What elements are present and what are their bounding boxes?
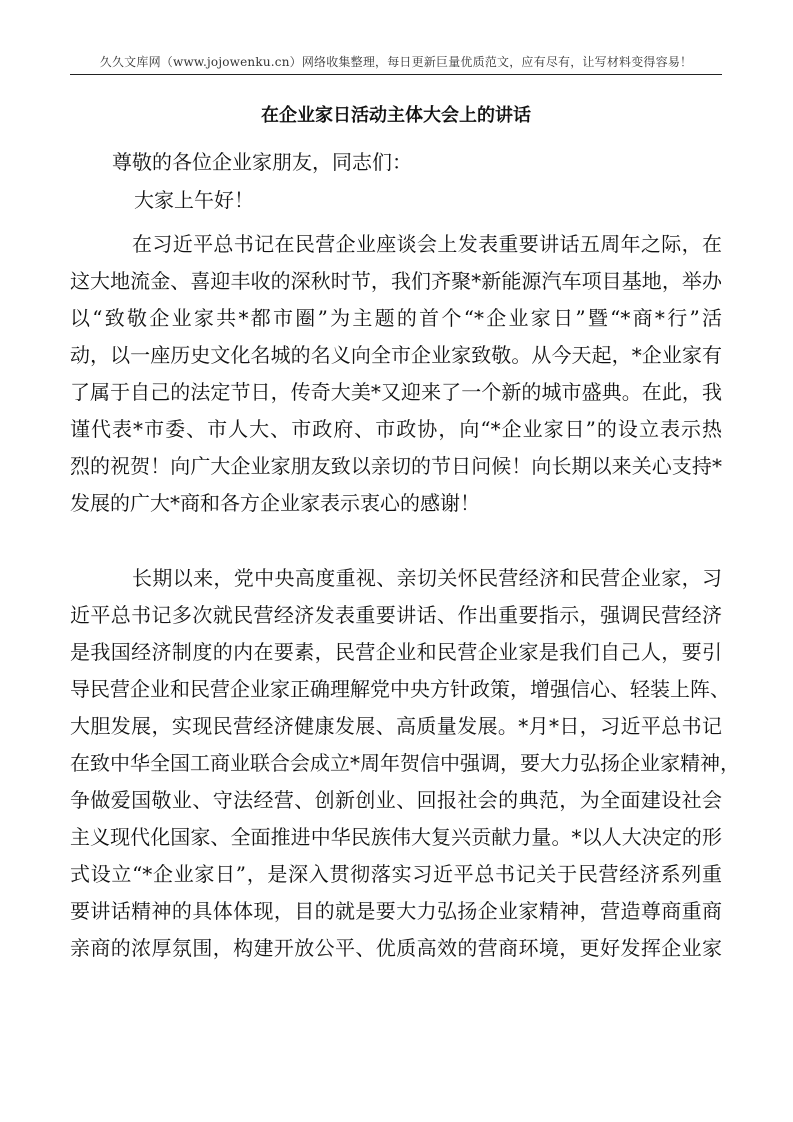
header-divider: [70, 74, 722, 75]
paragraph-line: 主义现代化国家、全面推进中华民族伟大复兴贡献力量。*以人大决定的形: [70, 825, 722, 849]
paragraph-line: 谨代表*市委、市人大、市政府、市政协，向“*企业家日”的设立表示热: [70, 417, 722, 441]
salutation: 尊敬的各位企业家朋友，同志们：: [112, 150, 412, 174]
paragraph-line: 在习近平总书记在民营企业座谈会上发表重要讲话五周年之际，在: [132, 232, 722, 256]
paragraph-line: 导民营企业和民营企业家正确理解党中央方针政策，增强信心、轻装上阵、: [70, 677, 730, 701]
paragraph: [70, 560, 740, 967]
paragraph-line: 是我国经济制度的内在要素，民营企业和民营企业家是我们自己人，要引: [70, 640, 722, 664]
paragraph-line: 大胆发展，实现民营经济健康发展、高质量发展。*月*日，习近平总书记: [70, 714, 722, 738]
greeting: 大家上午好！: [134, 188, 254, 212]
paragraph-line: 亲商的浓厚氛围，构建开放公平、优质高效的营商环境，更好发挥企业家: [70, 936, 722, 960]
paragraph-line: 发展的广大*商和各方企业家表示衷心的感谢！: [70, 491, 480, 515]
paragraph-line: 这大地流金、喜迎丰收的深秋时节，我们齐聚*新能源汽车项目基地，举办: [70, 269, 722, 293]
paragraph-line: 式设立“*企业家日”，是深入贯彻落实习近平总书记关于民营经济系列重: [70, 862, 722, 886]
paragraph-line: 在致中华全国工商业联合会成立*周年贺信中强调，要大力弘扬企业家精神，: [70, 751, 740, 775]
paragraph: [70, 226, 722, 522]
paragraph-line: 动，以一座历史文化名城的名义向全市企业家致敬。从今天起，*企业家有: [70, 343, 722, 367]
paragraph-line: 了属于自己的法定节日，传奇大美*又迎来了一个新的城市盛典。在此，我: [70, 380, 722, 404]
document-title: 在企业家日活动主体大会上的讲话: [261, 105, 531, 126]
paragraph-line: 争做爱国敬业、守法经营、创新创业、回报社会的典范，为全面建设社会: [70, 788, 722, 812]
page-header: 久久文库网（www.jojowenku.cn）网络收集整理，每日更新巨量优质范文，应有尽有，让写材料变得容易！: [99, 55, 693, 69]
paragraph-line: 要讲话精神的具体体现，目的就是要大力弘扬企业家精神，营造尊商重商: [70, 899, 722, 923]
paragraph-line: 长期以来，党中央高度重视、亲切关怀民营经济和民营企业家，习: [132, 566, 722, 590]
paragraph-line: 近平总书记多次就民营经济发表重要讲话、作出重要指示，强调民营经济: [70, 603, 722, 627]
paragraph-line: 以“致敬企业家共*都市圈”为主题的首个“*企业家日”暨“*商*行”活: [70, 306, 722, 330]
paragraph-line: 烈的祝贺！向广大企业家朋友致以亲切的节日问候！向长期以来关心支持*: [70, 454, 722, 478]
